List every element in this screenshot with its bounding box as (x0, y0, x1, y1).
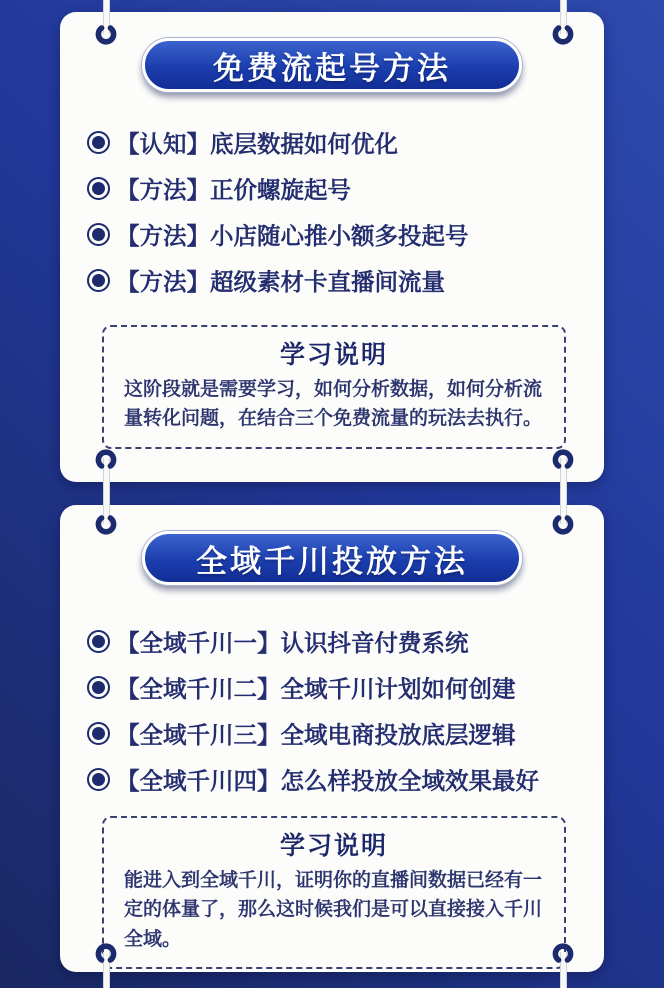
note-text: 能进入到全域千川，证明你的直播间数据已经有一定的体量了，那么这时候我们是可以直接接入千川全域。 (124, 870, 543, 950)
chain-hook-icon (552, 448, 574, 472)
list-item (87, 165, 604, 211)
chain-hook-icon (95, 448, 117, 472)
list-item (87, 664, 604, 710)
list-item-label: 【认知】底层数据如何优化 (116, 131, 398, 157)
list-item-label: 【方法】超级素材卡直播间流量 (116, 269, 445, 295)
section-title: 全域千川投放方法 (196, 543, 468, 579)
topic-list (60, 119, 604, 303)
bullet-dot (92, 681, 105, 694)
list-item-label: 【全域千川三】全域电商投放底层逻辑 (116, 722, 516, 748)
chain-hook-icon (552, 22, 574, 46)
bullet-icon (87, 768, 110, 791)
list-item (87, 710, 604, 756)
chain-hook-icon (95, 512, 117, 536)
topic-list (60, 618, 604, 802)
section-title-banner (142, 531, 522, 585)
list-item-label: 【全域千川一】认识抖音付费系统 (116, 630, 469, 656)
bullet-dot (92, 228, 105, 241)
study-note-box (102, 325, 566, 449)
bullet-dot (92, 274, 105, 287)
bullet-icon (87, 131, 110, 154)
list-item (87, 119, 604, 165)
bullet-dot (92, 773, 105, 786)
list-item-label: 【方法】正价螺旋起号 (116, 177, 351, 203)
study-note-box (102, 816, 566, 969)
note-text: 这阶段就是需要学习，如何分析数据，如何分析流量转化问题，在结合三个免费流量的玩法去执行。 (124, 379, 543, 430)
list-item (87, 257, 604, 303)
chain-hook-icon (552, 512, 574, 536)
bullet-icon (87, 223, 110, 246)
list-item (87, 618, 604, 664)
bullet-icon (87, 630, 110, 653)
card-free-traffic-methods (60, 12, 604, 482)
bullet-dot (92, 182, 105, 195)
list-item (87, 211, 604, 257)
list-item-label: 【全域千川四】怎么样投放全域效果最好 (116, 768, 539, 794)
bullet-dot (92, 727, 105, 740)
section-title-banner (142, 38, 522, 92)
bullet-dot (92, 635, 105, 648)
section-title: 免费流起号方法 (213, 50, 451, 86)
card-qianchuan-methods (60, 505, 604, 972)
list-item-label: 【方法】小店随心推小额多投起号 (116, 223, 469, 249)
chain-hook-icon (95, 22, 117, 46)
bullet-icon (87, 676, 110, 699)
bullet-icon (87, 269, 110, 292)
bullet-icon (87, 177, 110, 200)
chain-hook-icon (552, 942, 574, 966)
list-item-label: 【全域千川二】全域千川计划如何创建 (116, 676, 516, 702)
note-title: 学习说明 (279, 832, 388, 860)
chain-hook-icon (95, 942, 117, 966)
bullet-dot (92, 136, 105, 149)
note-title: 学习说明 (279, 341, 388, 369)
bullet-icon (87, 722, 110, 745)
list-item (87, 756, 604, 802)
